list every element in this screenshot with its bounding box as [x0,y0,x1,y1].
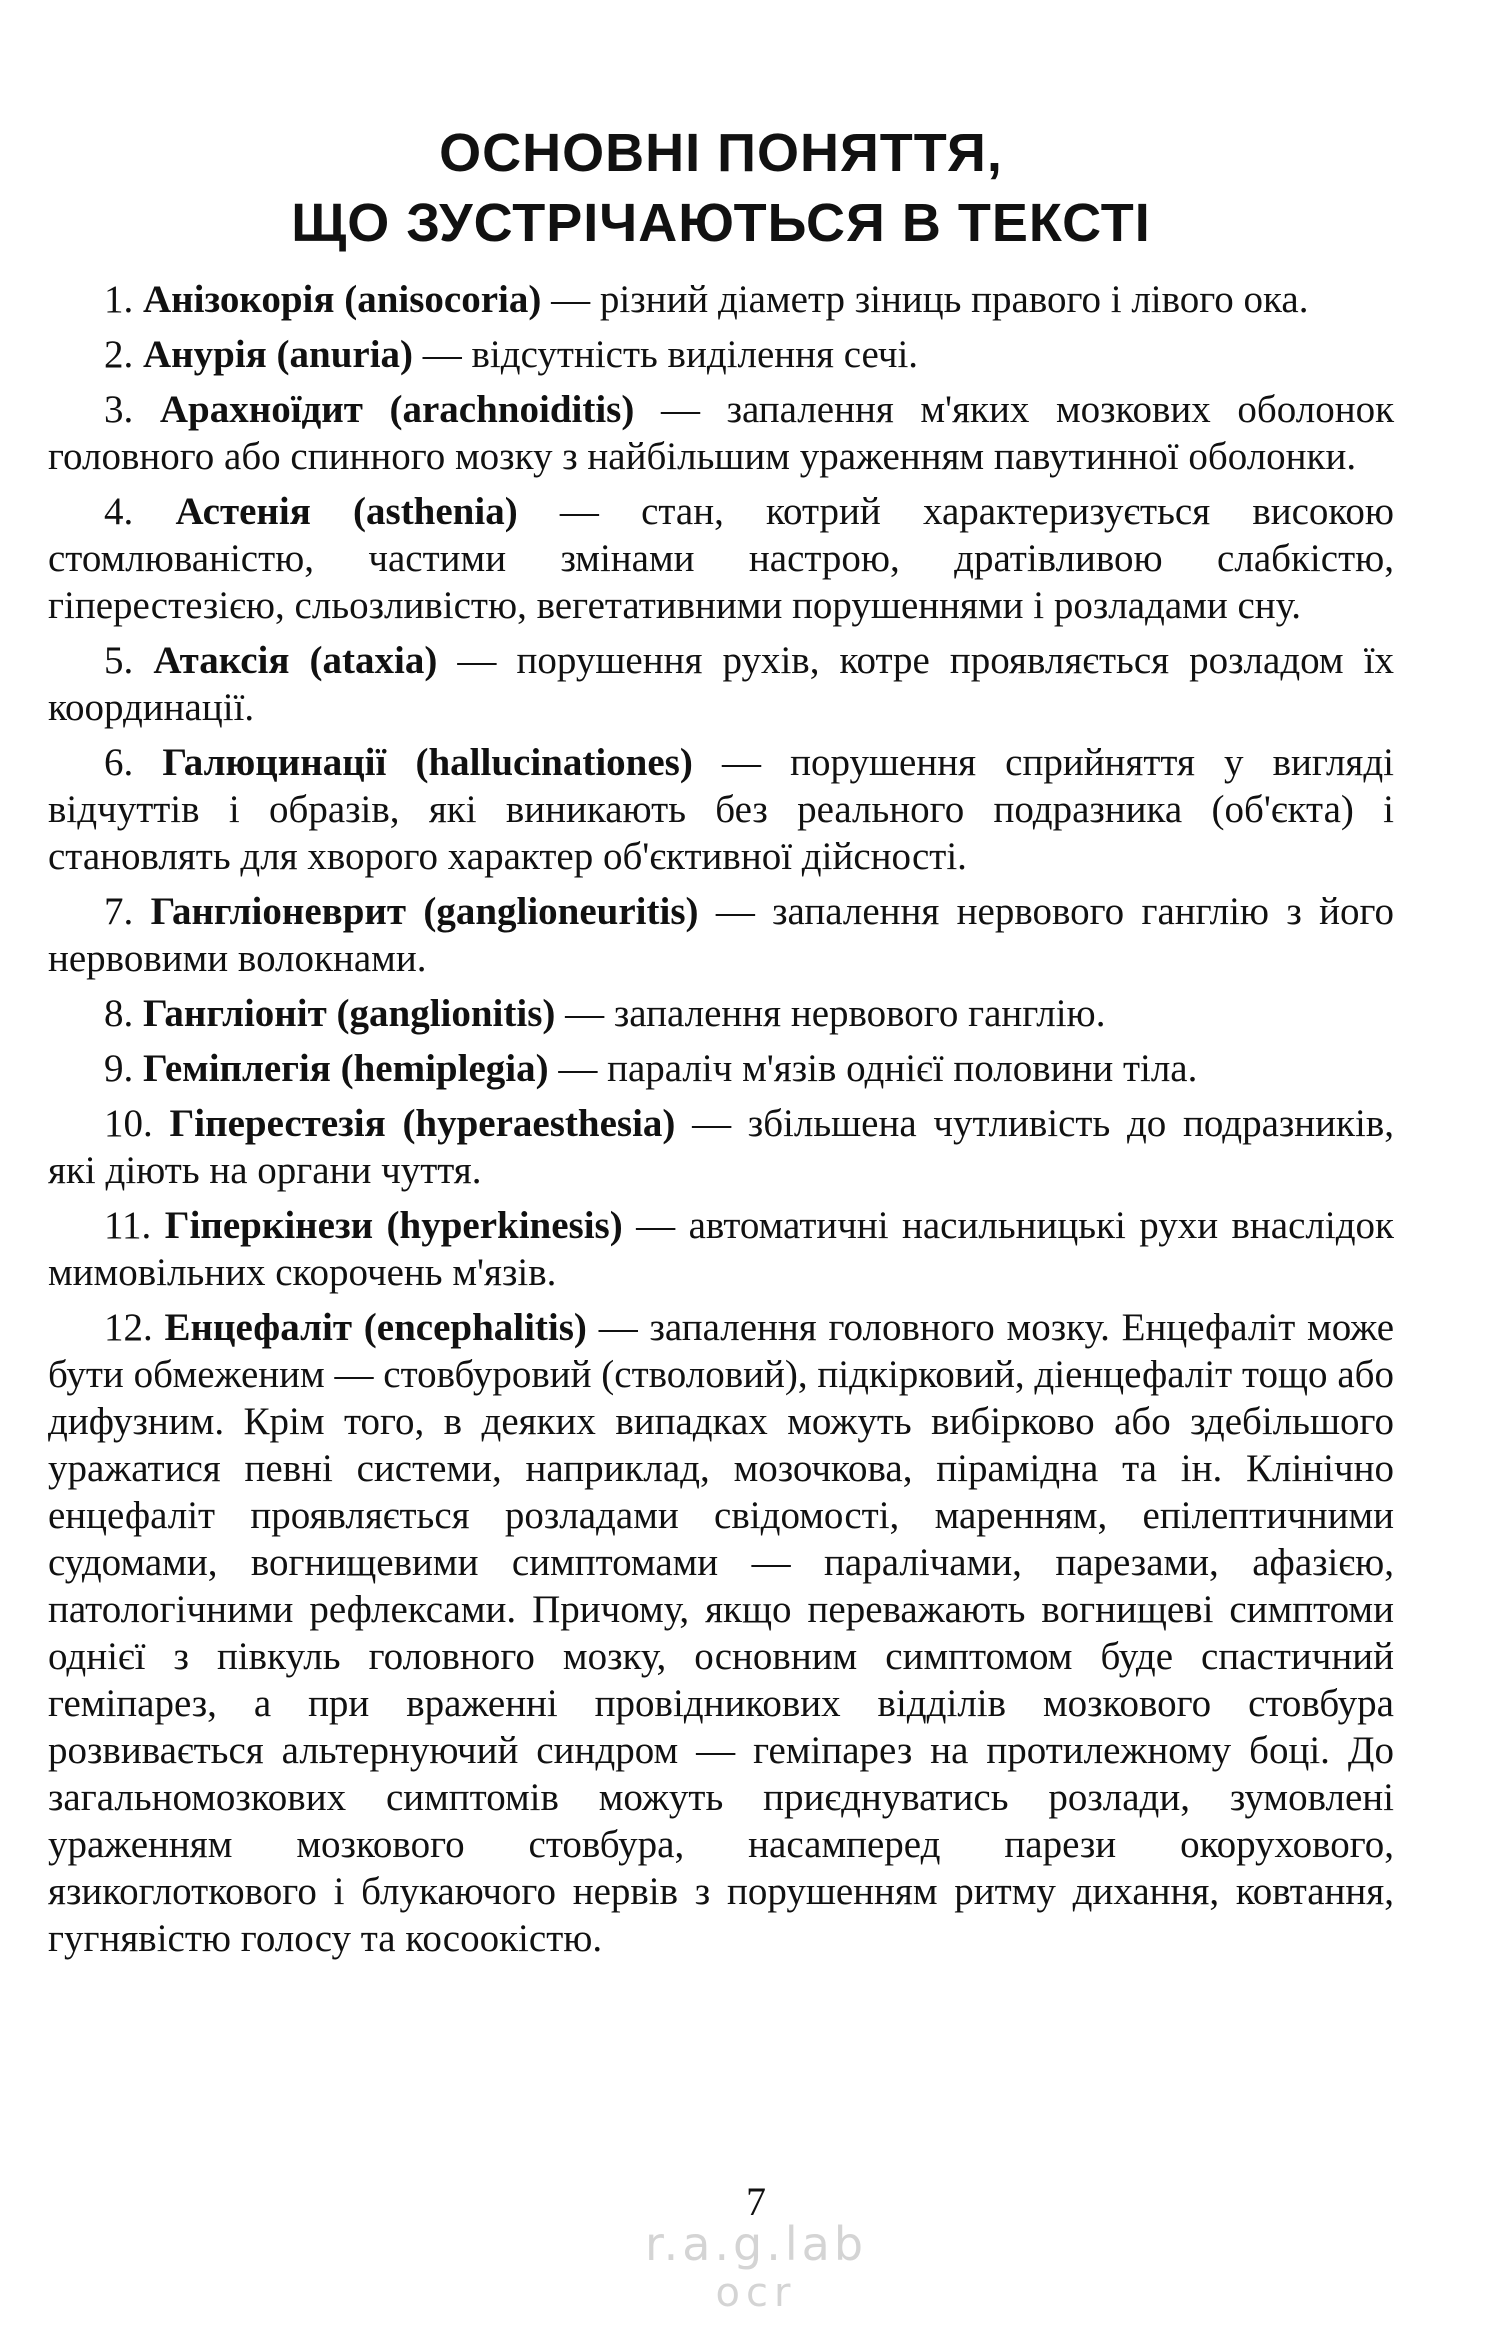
entry-definition: — стан, котрий характеризується високою стомлюваністю, частими змінами настрою, дратівливою слабкістю, гіперестезією, сльозливістю, вегетативними порушеннями і розладами сну. [48,490,1395,627]
entry-term: Анізокорія (anisocoria) [143,278,542,321]
entry-term: Анурія (anuria) [143,333,414,376]
entry-number: 3. [104,388,134,431]
entry-number: 5. [104,639,134,682]
entry-term: Геміплегія (hemiplegia) [143,1047,549,1090]
glossary-entry [48,637,1394,731]
entry-number: 4. [104,490,134,533]
glossary-entry [48,488,1394,629]
glossary-entry [48,331,1394,378]
entry-term: Гіперестезія (hyperaesthesia) [169,1102,676,1145]
entry-term: Гіперкінези (hyperkinesis) [164,1204,623,1247]
glossary-entry [48,888,1394,982]
entry-number: 11. [104,1204,152,1247]
watermark-line-2: ocr [715,2270,797,2316]
glossary-entry [48,1304,1394,1962]
glossary-entry [48,1100,1394,1194]
entry-number: 10. [104,1102,153,1145]
entry-term: Атаксія (ataxia) [153,639,438,682]
entry-definition: — відсутність виділення сечі. [422,333,919,376]
entry-number: 7. [104,890,134,933]
glossary-entry [48,1202,1394,1296]
entry-term: Галюцинації (hallucinationes) [162,741,693,784]
page-number: 7 [746,2179,766,2224]
glossary-entry [48,276,1394,323]
watermark-line-1: r.a.g.lab [644,2217,868,2271]
entry-number: 2. [104,333,134,376]
entry-definition: — порушення сприйняття у вигляді відчуттів і образів, які виникають без реального подразника (об'єкта) і становлять для хворого характер об'єктивної дійсності. [48,741,1395,878]
document-page [48,118,1394,1970]
entry-definition: — параліч м'язів однієї половини тіла. [558,1047,1198,1090]
entry-definition: — різний діаметр зіниць правого і лівого ока. [551,278,1309,321]
entry-number: 8. [104,992,134,1035]
entry-definition: — порушення рухів, котре проявляється розладом їх координації. [48,639,1395,729]
glossary-entry [48,386,1394,480]
entry-number: 6. [104,741,134,784]
entry-term: Енцефаліт (encephalitis) [164,1306,587,1349]
entry-definition: — запалення головного мозку. Енцефаліт може бути обмеженим — стовбуровий (стволовий), підкірковий, діенцефаліт тощо або дифузним. Крім того, в деяких випадках можуть вибірково або здебільшого уражатися певні системи, наприклад, мозочкова, пірамідна та ін. Клінічно енцефаліт проявляється розладами свідомості, маренням, епілептичними судомами, вогнищевими симптомами — паралічами, парезами, афазією, патологічними рефлексами. Причому, якщо переважають вогнищеві симптоми однієї з півкуль головного мозку, основним симптомом буде спастичний геміпарез, а при враженні провідникових відділів мозкового стовбура розвивається альтернуючий синдром — геміпарез на протилежному боці. До загальномозкових симптомів можуть приєднуватись розлади, зумовлені ураженням мозкового стовбура, насамперед парези окорухового, язикоглоткового і блукаючого нервів з порушенням ритму дихання, ковтання, гугнявістю голосу та косоокістю. [48,1306,1395,1960]
glossary-entry [48,1045,1394,1092]
entry-term: Гангліоневрит (ganglioneuritis) [150,890,699,933]
entry-term: Астенія (asthenia) [175,490,518,533]
entry-term: Гангліоніт (ganglionitis) [143,992,556,1035]
entry-term: Арахноїдит (arachnoiditis) [159,388,635,431]
entry-number: 1. [104,278,134,321]
glossary-entry [48,990,1394,1037]
entry-definition: — запалення нервового ганглію з його нервовими волокнами. [48,890,1394,980]
glossary-entry [48,739,1394,880]
entry-definition: — збільшена чутливість до подразників, які діють на органи чуття. [48,1102,1394,1192]
entry-number: 12. [104,1306,153,1349]
glossary-list [48,276,1394,1962]
watermark [0,2218,1512,2316]
entry-definition: — запалення м'яких мозкових оболонок головного або спинного мозку з найбільшим ураженням павутинної оболонки. [48,388,1395,478]
entry-number: 9. [104,1047,134,1090]
title-line-2: ЩО ЗУСТРІЧАЮТЬСЯ В ТЕКСТІ [291,193,1151,253]
page-title [48,118,1394,258]
entry-definition: — запалення нервового ганглію. [565,992,1106,1035]
entry-definition: — автоматичні насильницькі рухи внаслідок мимовільних скорочень м'язів. [48,1204,1395,1294]
title-line-1: ОСНОВНІ ПОНЯТТЯ, [439,123,1003,183]
